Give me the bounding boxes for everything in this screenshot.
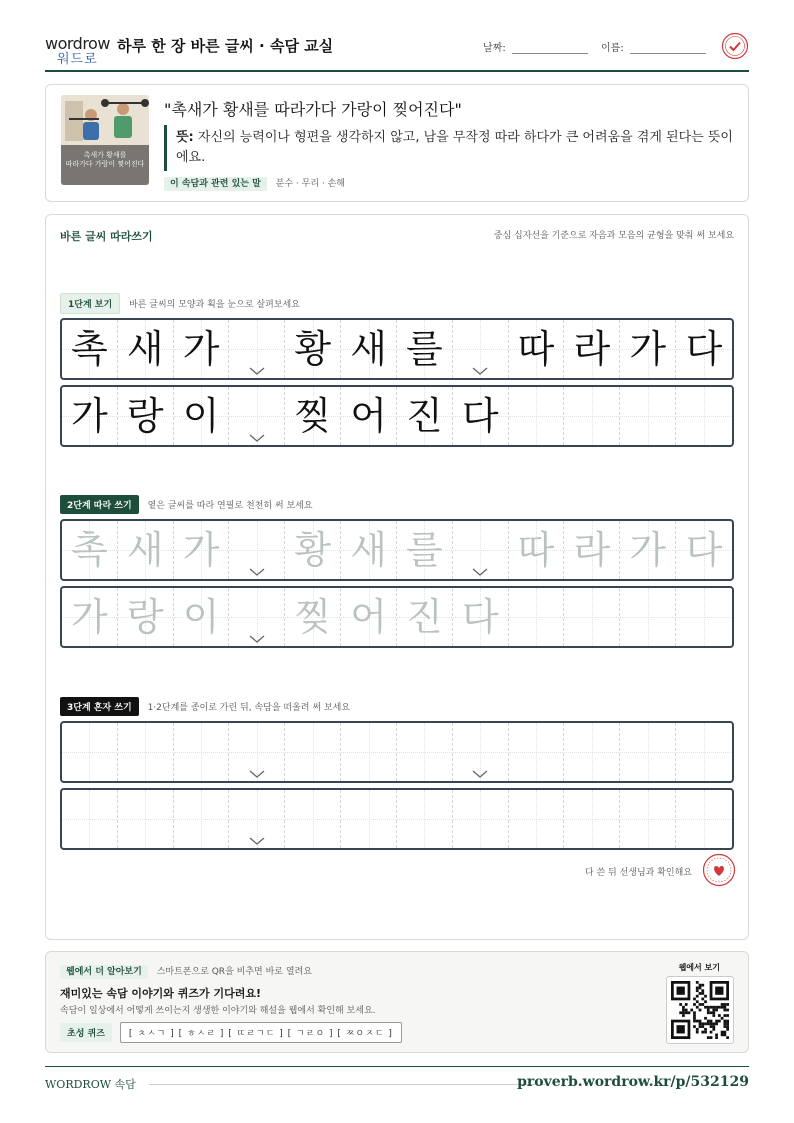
- writing-cell[interactable]: [620, 521, 676, 579]
- writing-cell: [620, 387, 676, 445]
- logo-text-top: wordrow: [45, 34, 110, 53]
- writing-cell: [453, 320, 509, 378]
- writing-cell[interactable]: [285, 723, 341, 781]
- writing-cell[interactable]: [118, 723, 174, 781]
- step1-tag: 1단계 보기: [60, 293, 120, 314]
- writing-char: 진: [406, 595, 443, 639]
- step1-desc: 바른 글씨의 모양과 획을 눈으로 살펴보세요: [129, 300, 300, 310]
- writing-cell: [676, 387, 732, 445]
- writing-cell[interactable]: [397, 521, 453, 579]
- step2-row-1[interactable]: [60, 519, 734, 581]
- logo-text-bottom: 워드로: [57, 52, 98, 67]
- writing-cell: [341, 320, 397, 378]
- footer-brand: WORDROW 속담: [45, 1078, 136, 1091]
- writing-cell[interactable]: [341, 790, 397, 848]
- writing-char: 새: [350, 327, 387, 371]
- writing-cell[interactable]: [509, 521, 565, 579]
- writing-cell[interactable]: [229, 723, 285, 781]
- writing-cell[interactable]: [397, 790, 453, 848]
- date-field[interactable]: [483, 39, 588, 54]
- writing-char: 다: [461, 394, 499, 438]
- step1-row-1: [60, 318, 734, 380]
- writing-cell[interactable]: [509, 588, 565, 646]
- web-description: 속담이 일상에서 어떻게 쓰이는지 생생한 이야기와 해설을 웹에서 확인해 보세요.: [60, 1006, 376, 1016]
- space-marker-icon: [471, 769, 489, 779]
- proverb-meaning: [176, 128, 736, 168]
- writing-char: 라: [573, 327, 611, 371]
- writing-cell[interactable]: [118, 521, 174, 579]
- step2-desc: 옅은 글씨를 따라 연필로 천천히 써 보세요: [147, 501, 313, 511]
- writing-char: 찢: [294, 595, 332, 639]
- date-line[interactable]: [512, 42, 588, 54]
- writing-cell[interactable]: [118, 790, 174, 848]
- writing-cell: [229, 320, 285, 378]
- step2-tag: 2단계 따라 쓰기: [60, 495, 139, 514]
- writing-cell[interactable]: [341, 588, 397, 646]
- footer-divider: [149, 1084, 545, 1085]
- writing-cell[interactable]: [453, 588, 509, 646]
- writing-char: 어: [350, 595, 387, 639]
- writing-cell: [564, 320, 620, 378]
- writing-cell: [118, 320, 174, 378]
- writing-cell[interactable]: [453, 790, 509, 848]
- teacher-check-note: 다 쓴 뒤 선생님과 확인해요: [584, 868, 692, 878]
- qr-code-icon: [671, 981, 729, 1039]
- writing-cell[interactable]: [620, 723, 676, 781]
- writing-cell[interactable]: [62, 588, 118, 646]
- qr-code[interactable]: [666, 976, 734, 1044]
- space-marker-icon: [248, 634, 266, 644]
- writing-cell: [397, 387, 453, 445]
- writing-cell: [341, 387, 397, 445]
- writing-cell: [453, 387, 509, 445]
- writing-cell: [620, 320, 676, 378]
- writing-cell[interactable]: [564, 521, 620, 579]
- wordrow-logo: [45, 34, 110, 67]
- writing-char: 가: [182, 528, 220, 572]
- writing-cell[interactable]: [564, 790, 620, 848]
- writing-cell[interactable]: [229, 790, 285, 848]
- writing-char: 가: [182, 327, 220, 371]
- web-tag-row: [60, 964, 312, 977]
- meaning-text: 자신의 능력이나 형편을 생각하지 않고, 남을 무작정 따라 하다가 큰 어려움을 겪게 된다는 뜻이에요.: [176, 130, 733, 165]
- proverb-illustration: [61, 95, 149, 185]
- initial-quiz: [60, 1022, 402, 1043]
- space-marker-icon: [471, 366, 489, 376]
- space-marker-icon: [248, 769, 266, 779]
- illustration-caption: [61, 145, 149, 185]
- web-tag: 웹에서 더 알아보기: [60, 965, 148, 979]
- writing-cell: [174, 387, 230, 445]
- writing-cell[interactable]: [174, 790, 230, 848]
- writing-char: 다: [461, 595, 499, 639]
- writing-cell[interactable]: [620, 790, 676, 848]
- writing-cell: [62, 320, 118, 378]
- writing-cell[interactable]: [118, 588, 174, 646]
- writing-cell: [285, 320, 341, 378]
- writing-char: 촉: [71, 528, 108, 572]
- quiz-answer: [ ㅊㅅㄱ ] [ ㅎㅅㄹ ] [ ㄸㄹㄱㄷ ] [ ㄱㄹㅇ ] [ ㅉㅇㅈㄷ ]: [120, 1022, 402, 1043]
- name-line[interactable]: [630, 42, 706, 54]
- writing-char: 라: [573, 528, 611, 572]
- writing-char: 다: [685, 528, 723, 572]
- name-label: 이름:: [601, 43, 624, 54]
- writing-char: 찢: [294, 394, 332, 438]
- writing-cell[interactable]: [676, 521, 732, 579]
- writing-char: 이: [182, 595, 220, 639]
- writing-char: 가: [629, 327, 667, 371]
- step3-label: [60, 697, 350, 716]
- writing-cell[interactable]: [453, 723, 509, 781]
- worksheet-title: 하루 한 장 바른 글씨 · 속담 교실: [117, 37, 334, 55]
- writing-cell[interactable]: [285, 790, 341, 848]
- writing-char: 진: [406, 394, 443, 438]
- writing-cell[interactable]: [285, 521, 341, 579]
- writing-cell[interactable]: [676, 588, 732, 646]
- check-stamp-icon: [721, 32, 749, 60]
- writing-cell: [118, 387, 174, 445]
- writing-cell[interactable]: [397, 723, 453, 781]
- related-words: [164, 176, 345, 189]
- meaning-accent-bar: [164, 125, 167, 171]
- writing-char: 를: [406, 528, 443, 572]
- step1-label: [60, 293, 300, 314]
- writing-cell: [397, 320, 453, 378]
- space-marker-icon: [248, 567, 266, 577]
- space-marker-icon: [248, 836, 266, 846]
- step2-label: [60, 495, 313, 514]
- practice-title: 바른 글씨 따라쓰기: [60, 230, 153, 243]
- writing-cell[interactable]: [285, 588, 341, 646]
- writing-char: 를: [406, 327, 443, 371]
- writing-cell[interactable]: [397, 588, 453, 646]
- step3-row-1[interactable]: [60, 721, 734, 783]
- name-field[interactable]: [601, 39, 706, 54]
- writing-char: 새: [350, 528, 387, 572]
- writing-char: 랑: [126, 595, 164, 639]
- step1-row-2: [60, 385, 734, 447]
- writing-cell: [509, 320, 565, 378]
- writing-cell[interactable]: [620, 588, 676, 646]
- web-headline: 재미있는 속담 이야기와 퀴즈가 기다려요!: [60, 987, 261, 1000]
- writing-char: 이: [182, 394, 220, 438]
- writing-cell[interactable]: [229, 521, 285, 579]
- writing-cell: [564, 387, 620, 445]
- writing-char: 가: [71, 595, 108, 639]
- writing-char: 가: [629, 528, 667, 572]
- step3-row-2[interactable]: [60, 788, 734, 850]
- step3-desc: 1·2단계를 종이로 가린 뒤, 속담을 떠올려 써 보세요: [147, 703, 350, 713]
- step3-tag: 3단계 혼자 쓰기: [60, 697, 139, 716]
- writing-char: 어: [350, 394, 387, 438]
- writing-cell[interactable]: [341, 521, 397, 579]
- writing-char: 황: [294, 327, 332, 371]
- writing-cell[interactable]: [62, 790, 118, 848]
- writing-char: 가: [71, 394, 108, 438]
- writing-char: 따: [517, 327, 555, 371]
- space-marker-icon: [471, 567, 489, 577]
- proverb-title: "촉새가 황새를 따라가다 가랑이 찢어진다": [164, 100, 462, 119]
- practice-section: [45, 214, 749, 940]
- caption-line-2: 따라가다 가랑이 찢어진다: [65, 160, 145, 168]
- writing-cell[interactable]: [453, 521, 509, 579]
- writing-cell: [285, 387, 341, 445]
- related-list: 분수 · 무리 · 손해: [275, 179, 345, 189]
- writing-cell[interactable]: [174, 521, 230, 579]
- page-footer: [45, 1066, 749, 1091]
- writing-char: 따: [517, 528, 555, 572]
- proverb-card: [45, 84, 749, 202]
- heart-stamp-icon: [702, 853, 736, 887]
- writing-cell: [229, 387, 285, 445]
- footer-url[interactable]: proverb.wordrow.kr/p/532129: [517, 1074, 749, 1090]
- web-tag-desc: 스마트폰으로 QR을 비추면 바로 열려요: [156, 967, 312, 977]
- writing-cell[interactable]: [509, 790, 565, 848]
- qr-label: 웹에서 보기: [678, 963, 720, 972]
- writing-char: 황: [294, 528, 332, 572]
- writing-char: 랑: [126, 394, 164, 438]
- meaning-label: 뜻:: [176, 130, 194, 145]
- writing-cell[interactable]: [174, 588, 230, 646]
- writing-cell: [509, 387, 565, 445]
- writing-cell[interactable]: [676, 790, 732, 848]
- writing-char: 새: [126, 528, 164, 572]
- caption-line-1: 촉새가 황새를: [83, 151, 127, 159]
- related-tag: 이 속담과 관련 있는 말: [164, 177, 267, 191]
- writing-cell: [676, 320, 732, 378]
- web-promo-card: [45, 951, 749, 1053]
- writing-char: 다: [685, 327, 723, 371]
- writing-char: 촉: [71, 327, 108, 371]
- page-header: [45, 30, 749, 72]
- practice-note: 중심 십자선을 기준으로 자음과 모음의 균형을 맞춰 써 보세요: [493, 231, 734, 241]
- date-label: 날짜:: [483, 43, 506, 54]
- writing-cell[interactable]: [509, 723, 565, 781]
- quiz-label: 초성 퀴즈: [60, 1023, 112, 1042]
- writing-cell[interactable]: [174, 723, 230, 781]
- space-marker-icon: [248, 433, 266, 443]
- writing-cell[interactable]: [564, 723, 620, 781]
- writing-cell[interactable]: [62, 521, 118, 579]
- writing-cell[interactable]: [676, 723, 732, 781]
- writing-cell[interactable]: [341, 723, 397, 781]
- writing-cell: [174, 320, 230, 378]
- writing-cell[interactable]: [564, 588, 620, 646]
- step2-row-2[interactable]: [60, 586, 734, 648]
- writing-cell[interactable]: [62, 723, 118, 781]
- space-marker-icon: [248, 366, 266, 376]
- writing-cell[interactable]: [229, 588, 285, 646]
- writing-cell: [62, 387, 118, 445]
- writing-char: 새: [126, 327, 164, 371]
